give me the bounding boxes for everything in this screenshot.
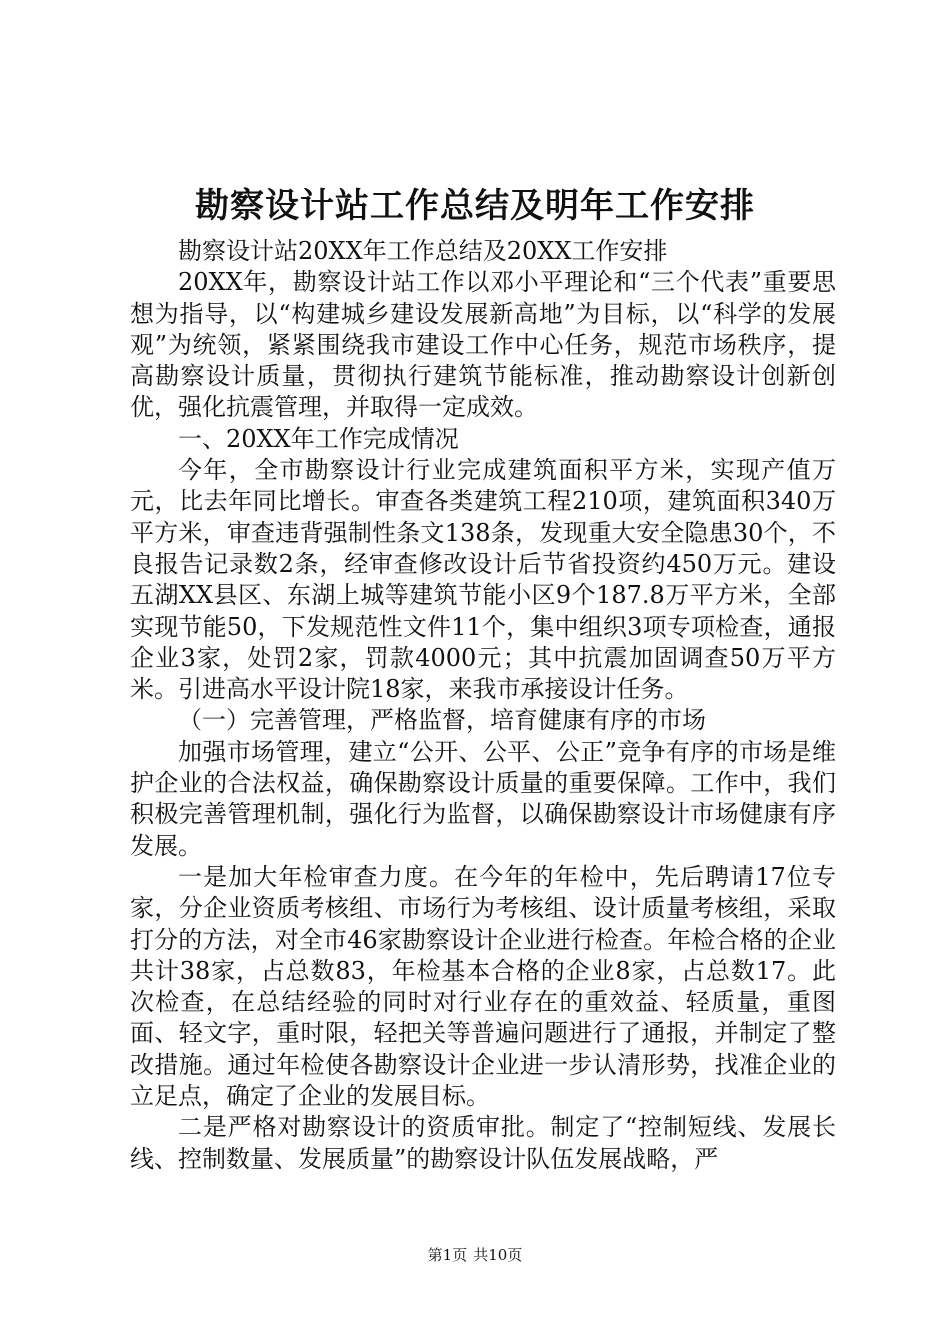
paragraph-inspection: 一是加大年检审查力度。在今年的年检中，先后聘请17位专家，分企业资质考核组、市场行为考核组、设计质量考核组，采取打分的方法，对全市46家勘察设计企业进行检查。年检合格的企业共计38家，占总数83，年检基本合格的企业8家，占总数17。此次检查，在总结经验的同时对行业存在的重效益、轻质量，重图面、轻文字，重时限，轻把关等普遍问题进行了通报，并制定了整改措施。通过年检使各勘察设计企业进一步认清形势，找准企业的立足点，确定了企业的发展目标。: [130, 862, 836, 1111]
document-title: 勘察设计站工作总结及明年工作安排: [195, 186, 755, 226]
paragraph-qualification: 二是严格对勘察设计的资质审批。制定了“控制短线、发展长线、控制数量、发展质量”的勘察设计队伍发展战略，严: [130, 1113, 836, 1173]
page-footer: [0, 1244, 950, 1265]
section-heading-1: 一、20XX年工作完成情况: [178, 424, 459, 453]
subsection-heading-1: （一）完善管理，严格监督，培育健康有序的市场: [178, 706, 706, 735]
page-number: 第1页: [427, 1246, 468, 1264]
document-body: [130, 236, 836, 1175]
paragraph-subtitle: 勘察设计站20XX年工作总结及20XX工作安排: [178, 237, 668, 265]
paragraph-intro: 20XX年，勘察设计站工作以邓小平理论和“三个代表”重要思想为指导，以“构建城乡建设发展新高地”为目标，以“科学的发展观”为统领，紧紧围绕我市建设工作中心任务，规范市场秩序，提高勘察设计质量，贯彻执行建筑节能标准，推动勘察设计创新创优，强化抗震管理，并取得一定成效。: [130, 268, 836, 422]
paragraph-market: 加强市场管理，建立“公开、公平、公正”竞争有序的市场是维护企业的合法权益，确保勘察设计质量的重要保障。工作中，我们积极完善管理机制，强化行为监督，以确保勘察设计市场健康有序发展。: [130, 737, 836, 860]
page-total: 共10页: [473, 1246, 523, 1264]
paragraph-summary: 今年，全市勘察设计行业完成建筑面积平方米，实现产值万元，比去年同比增长。审查各类建筑工程210项，建筑面积340万平方米，审查违背强制性条文138条，发现重大安全隐患30个，不良报告记录数2条，经审查修改设计后节省投资约450万元。建设五湖XX县区、东湖上城等建筑节能小区9个187.8万平方米，全部实现节能50，下发规范性文件11个，集中组织3项专项检查，通报企业3家，处罚2家，罚款4000元；其中抗震加固调查50万平方米。引进高水平设计院18家，来我市承接设计任务。: [130, 456, 836, 704]
